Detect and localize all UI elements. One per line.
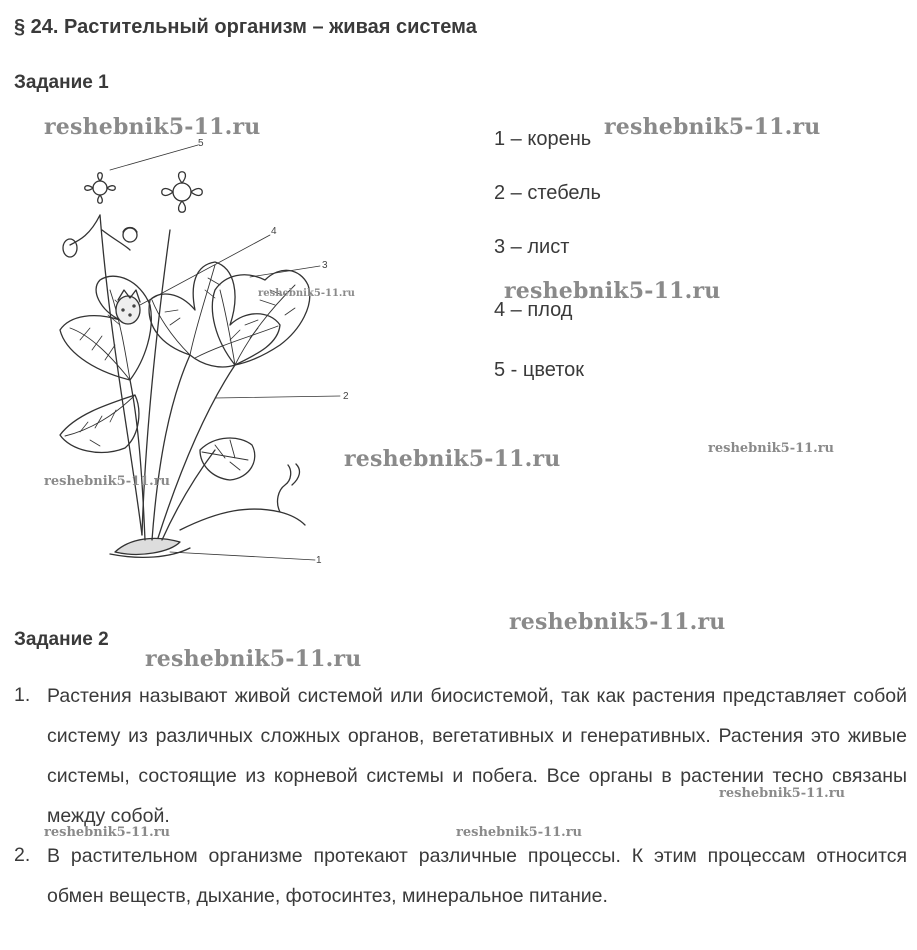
callout-2: 2 [343,391,349,402]
callout-1: 1 [316,555,322,566]
watermark: reshebnik5-11.ru [509,609,726,635]
callout-4: 4 [271,226,277,237]
legend-item-stem: 2 – стебель [494,182,601,204]
watermark: reshebnik5-11.ru [44,825,171,840]
answer-number: 2. [14,844,31,866]
callout-3: 3 [322,260,328,271]
answer-list [14,676,907,936]
answer-text: Растения называют живой системой или биосистемой, так как растения представляет собой систему из различных сложных органов, вегетативных и генеративных. Растения это живые системы, состоящие из корневой системы и побега. Все органы в растении тесно связаны между собой. [47,685,907,827]
answer-number: 1. [14,684,31,706]
legend-item-root: 1 – корень [494,128,592,150]
watermark: reshebnik5-11.ru [604,114,821,140]
watermark: reshebnik5-11.ru [504,278,721,304]
watermark: reshebnik5-11.ru [719,786,846,801]
watermark: reshebnik5-11.ru [145,646,362,672]
page-title: § 24. Растительный организм – живая система [14,16,477,38]
legend-item-leaf: 3 – лист [494,236,570,258]
task-2-heading: Задание 2 [14,629,109,650]
watermark: reshebnik5-11.ru [258,288,355,299]
watermark: reshebnik5-11.ru [44,474,171,489]
flower-right [162,172,203,213]
task-1-heading: Задание 1 [14,72,109,93]
legend-item-fruit: 4 – плод [494,299,573,321]
watermark: reshebnik5-11.ru [708,441,835,456]
legend-item-flower: 5 - цветок [494,359,585,381]
watermark: reshebnik5-11.ru [456,825,583,840]
flower-left [85,173,116,204]
strawberry-plant-illustration [30,140,360,570]
watermark: reshebnik5-11.ru [344,446,561,472]
callout-5: 5 [198,138,204,149]
watermark: reshebnik5-11.ru [44,114,261,140]
answer-text: В растительном организме протекают различные процессы. К этим процессам относится обмен веществ, дыхание, фотосинтез, минеральное питание. [47,845,907,907]
